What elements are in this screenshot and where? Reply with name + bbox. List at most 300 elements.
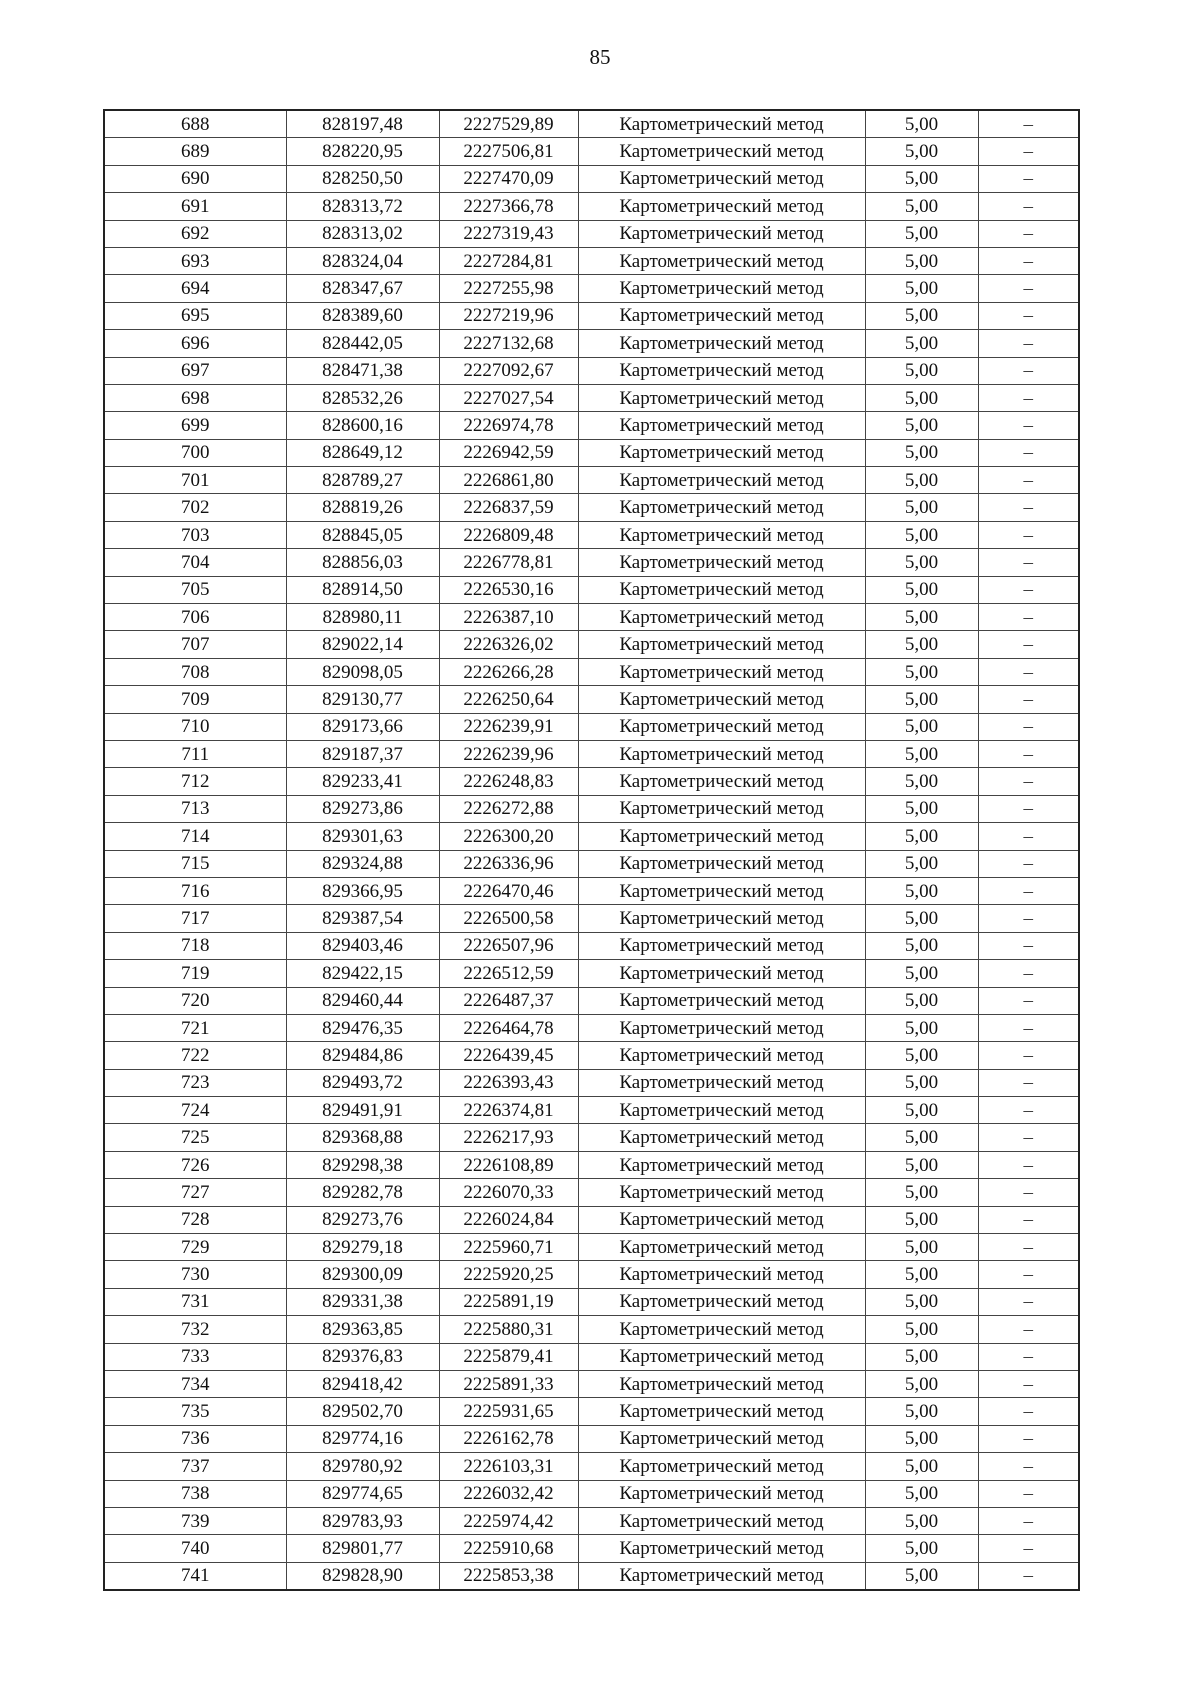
note-cell: – [978,165,1079,192]
accuracy-cell: 5,00 [865,193,978,220]
note-cell: – [978,1288,1079,1315]
note-cell: – [978,658,1079,685]
y-coordinate-cell: 2227366,78 [439,193,578,220]
table-row [104,1014,1079,1041]
x-coordinate-cell: 829300,09 [286,1261,439,1288]
accuracy-cell: 5,00 [865,439,978,466]
table-row [104,521,1079,548]
method-cell: Картометрический метод [578,1097,865,1124]
y-coordinate-cell: 2226032,42 [439,1480,578,1507]
accuracy-cell: 5,00 [865,631,978,658]
note-cell: – [978,576,1079,603]
note-cell: – [978,768,1079,795]
y-coordinate-cell: 2227284,81 [439,247,578,274]
note-cell: – [978,357,1079,384]
method-cell: Картометрический метод [578,1042,865,1069]
table-row [104,247,1079,274]
y-coordinate-cell: 2227506,81 [439,138,578,165]
point-number-cell: 688 [104,110,286,138]
table-row [104,686,1079,713]
y-coordinate-cell: 2225891,33 [439,1370,578,1397]
x-coordinate-cell: 829783,93 [286,1507,439,1534]
y-coordinate-cell: 2226162,78 [439,1425,578,1452]
accuracy-cell: 5,00 [865,1151,978,1178]
note-cell: – [978,220,1079,247]
accuracy-cell: 5,00 [865,494,978,521]
accuracy-cell: 5,00 [865,823,978,850]
note-cell: – [978,1425,1079,1452]
accuracy-cell: 5,00 [865,138,978,165]
y-coordinate-cell: 2227529,89 [439,110,578,138]
method-cell: Картометрический метод [578,1288,865,1315]
y-coordinate-cell: 2227255,98 [439,275,578,302]
method-cell: Картометрический метод [578,768,865,795]
method-cell: Картометрический метод [578,1398,865,1425]
point-number-cell: 736 [104,1425,286,1452]
y-coordinate-cell: 2227319,43 [439,220,578,247]
point-number-cell: 708 [104,658,286,685]
x-coordinate-cell: 828220,95 [286,138,439,165]
note-cell: – [978,877,1079,904]
accuracy-cell: 5,00 [865,960,978,987]
accuracy-cell: 5,00 [865,1425,978,1452]
method-cell: Картометрический метод [578,1316,865,1343]
method-cell: Картометрический метод [578,740,865,767]
y-coordinate-cell: 2225960,71 [439,1234,578,1261]
note-cell: – [978,494,1079,521]
x-coordinate-cell: 829298,38 [286,1151,439,1178]
method-cell: Картометрический метод [578,1370,865,1397]
note-cell: – [978,1398,1079,1425]
x-coordinate-cell: 829387,54 [286,905,439,932]
table-row [104,1453,1079,1480]
note-cell: – [978,1069,1079,1096]
method-cell: Картометрический метод [578,576,865,603]
note-cell: – [978,604,1079,631]
x-coordinate-cell: 829363,85 [286,1316,439,1343]
y-coordinate-cell: 2226108,89 [439,1151,578,1178]
method-cell: Картометрический метод [578,850,865,877]
note-cell: – [978,1535,1079,1562]
x-coordinate-cell: 829376,83 [286,1343,439,1370]
note-cell: – [978,247,1079,274]
accuracy-cell: 5,00 [865,275,978,302]
point-number-cell: 730 [104,1261,286,1288]
note-cell: – [978,960,1079,987]
method-cell: Картометрический метод [578,357,865,384]
x-coordinate-cell: 828389,60 [286,302,439,329]
method-cell: Картометрический метод [578,932,865,959]
table-row [104,1562,1079,1590]
accuracy-cell: 5,00 [865,1453,978,1480]
y-coordinate-cell: 2226024,84 [439,1206,578,1233]
note-cell: – [978,740,1079,767]
accuracy-cell: 5,00 [865,1507,978,1534]
method-cell: Картометрический метод [578,1425,865,1452]
note-cell: – [978,1097,1079,1124]
point-number-cell: 724 [104,1097,286,1124]
accuracy-cell: 5,00 [865,1343,978,1370]
y-coordinate-cell: 2225931,65 [439,1398,578,1425]
note-cell: – [978,439,1079,466]
note-cell: – [978,905,1079,932]
note-cell: – [978,1042,1079,1069]
table-row [104,740,1079,767]
y-coordinate-cell: 2226464,78 [439,1014,578,1041]
x-coordinate-cell: 829491,91 [286,1097,439,1124]
method-cell: Картометрический метод [578,604,865,631]
method-cell: Картометрический метод [578,1535,865,1562]
accuracy-cell: 5,00 [865,604,978,631]
table-row [104,768,1079,795]
note-cell: – [978,193,1079,220]
note-cell: – [978,1343,1079,1370]
note-cell: – [978,1453,1079,1480]
method-cell: Картометрический метод [578,275,865,302]
table-row [104,604,1079,631]
note-cell: – [978,302,1079,329]
table-row [104,549,1079,576]
y-coordinate-cell: 2226266,28 [439,658,578,685]
method-cell: Картометрический метод [578,1151,865,1178]
point-number-cell: 714 [104,823,286,850]
note-cell: – [978,1206,1079,1233]
x-coordinate-cell: 828471,38 [286,357,439,384]
point-number-cell: 737 [104,1453,286,1480]
accuracy-cell: 5,00 [865,1316,978,1343]
accuracy-cell: 5,00 [865,1535,978,1562]
accuracy-cell: 5,00 [865,412,978,439]
table-row [104,823,1079,850]
table-row [104,220,1079,247]
table-row [104,1206,1079,1233]
x-coordinate-cell: 828347,67 [286,275,439,302]
note-cell: – [978,932,1079,959]
x-coordinate-cell: 829418,42 [286,1370,439,1397]
y-coordinate-cell: 2226239,96 [439,740,578,767]
accuracy-cell: 5,00 [865,877,978,904]
table-row [104,1261,1079,1288]
note-cell: – [978,1124,1079,1151]
note-cell: – [978,330,1079,357]
y-coordinate-cell: 2227470,09 [439,165,578,192]
x-coordinate-cell: 829476,35 [286,1014,439,1041]
accuracy-cell: 5,00 [865,987,978,1014]
point-number-cell: 700 [104,439,286,466]
method-cell: Картометрический метод [578,905,865,932]
y-coordinate-cell: 2226507,96 [439,932,578,959]
point-number-cell: 726 [104,1151,286,1178]
note-cell: – [978,110,1079,138]
point-number-cell: 709 [104,686,286,713]
table-row [104,1151,1079,1178]
method-cell: Картометрический метод [578,110,865,138]
method-cell: Картометрический метод [578,302,865,329]
table-row [104,467,1079,494]
method-cell: Картометрический метод [578,494,865,521]
y-coordinate-cell: 2226239,91 [439,713,578,740]
y-coordinate-cell: 2226439,45 [439,1042,578,1069]
table-row [104,713,1079,740]
point-number-cell: 693 [104,247,286,274]
note-cell: – [978,987,1079,1014]
table-row [104,1179,1079,1206]
table-row [104,165,1079,192]
y-coordinate-cell: 2226470,46 [439,877,578,904]
table-row [104,1343,1079,1370]
x-coordinate-cell: 828845,05 [286,521,439,548]
point-number-cell: 719 [104,960,286,987]
x-coordinate-cell: 829460,44 [286,987,439,1014]
y-coordinate-cell: 2227092,67 [439,357,578,384]
accuracy-cell: 5,00 [865,740,978,767]
accuracy-cell: 5,00 [865,302,978,329]
accuracy-cell: 5,00 [865,1480,978,1507]
x-coordinate-cell: 829403,46 [286,932,439,959]
note-cell: – [978,1234,1079,1261]
table-row [104,1507,1079,1534]
accuracy-cell: 5,00 [865,521,978,548]
y-coordinate-cell: 2226250,64 [439,686,578,713]
point-number-cell: 703 [104,521,286,548]
accuracy-cell: 5,00 [865,850,978,877]
note-cell: – [978,384,1079,411]
method-cell: Картометрический метод [578,193,865,220]
method-cell: Картометрический метод [578,1562,865,1590]
x-coordinate-cell: 829173,66 [286,713,439,740]
point-number-cell: 732 [104,1316,286,1343]
y-coordinate-cell: 2226837,59 [439,494,578,521]
x-coordinate-cell: 828532,26 [286,384,439,411]
note-cell: – [978,713,1079,740]
accuracy-cell: 5,00 [865,357,978,384]
method-cell: Картометрический метод [578,247,865,274]
note-cell: – [978,1480,1079,1507]
accuracy-cell: 5,00 [865,1234,978,1261]
method-cell: Картометрический метод [578,795,865,822]
y-coordinate-cell: 2225920,25 [439,1261,578,1288]
method-cell: Картометрический метод [578,412,865,439]
accuracy-cell: 5,00 [865,110,978,138]
point-number-cell: 712 [104,768,286,795]
table-row [104,1069,1079,1096]
note-cell: – [978,138,1079,165]
accuracy-cell: 5,00 [865,1124,978,1151]
x-coordinate-cell: 829282,78 [286,1179,439,1206]
table-row [104,439,1079,466]
method-cell: Картометрический метод [578,960,865,987]
point-number-cell: 704 [104,549,286,576]
y-coordinate-cell: 2227132,68 [439,330,578,357]
point-number-cell: 731 [104,1288,286,1315]
point-number-cell: 738 [104,1480,286,1507]
accuracy-cell: 5,00 [865,658,978,685]
table-row [104,330,1079,357]
point-number-cell: 722 [104,1042,286,1069]
accuracy-cell: 5,00 [865,905,978,932]
point-number-cell: 698 [104,384,286,411]
method-cell: Картометрический метод [578,1124,865,1151]
coordinates-table [103,109,1080,1591]
table-row [104,576,1079,603]
note-cell: – [978,795,1079,822]
accuracy-cell: 5,00 [865,1261,978,1288]
accuracy-cell: 5,00 [865,686,978,713]
accuracy-cell: 5,00 [865,1206,978,1233]
x-coordinate-cell: 829484,86 [286,1042,439,1069]
point-number-cell: 705 [104,576,286,603]
note-cell: – [978,1014,1079,1041]
table-row [104,1234,1079,1261]
point-number-cell: 716 [104,877,286,904]
y-coordinate-cell: 2226217,93 [439,1124,578,1151]
method-cell: Картометрический метод [578,1069,865,1096]
point-number-cell: 701 [104,467,286,494]
x-coordinate-cell: 828819,26 [286,494,439,521]
point-number-cell: 739 [104,1507,286,1534]
accuracy-cell: 5,00 [865,1069,978,1096]
y-coordinate-cell: 2226300,20 [439,823,578,850]
table-row [104,1370,1079,1397]
point-number-cell: 702 [104,494,286,521]
method-cell: Картометрический метод [578,330,865,357]
x-coordinate-cell: 829233,41 [286,768,439,795]
point-number-cell: 694 [104,275,286,302]
point-number-cell: 718 [104,932,286,959]
point-number-cell: 733 [104,1343,286,1370]
table-row [104,275,1079,302]
point-number-cell: 713 [104,795,286,822]
accuracy-cell: 5,00 [865,795,978,822]
y-coordinate-cell: 2226512,59 [439,960,578,987]
method-cell: Картометрический метод [578,823,865,850]
x-coordinate-cell: 829301,63 [286,823,439,850]
note-cell: – [978,1507,1079,1534]
accuracy-cell: 5,00 [865,220,978,247]
point-number-cell: 695 [104,302,286,329]
note-cell: – [978,275,1079,302]
point-number-cell: 691 [104,193,286,220]
accuracy-cell: 5,00 [865,1562,978,1590]
table-row [104,987,1079,1014]
y-coordinate-cell: 2226248,83 [439,768,578,795]
y-coordinate-cell: 2226530,16 [439,576,578,603]
method-cell: Картометрический метод [578,877,865,904]
x-coordinate-cell: 829187,37 [286,740,439,767]
x-coordinate-cell: 829780,92 [286,1453,439,1480]
accuracy-cell: 5,00 [865,247,978,274]
table-row [104,795,1079,822]
y-coordinate-cell: 2226387,10 [439,604,578,631]
note-cell: – [978,412,1079,439]
method-cell: Картометрический метод [578,1206,865,1233]
x-coordinate-cell: 828649,12 [286,439,439,466]
note-cell: – [978,631,1079,658]
y-coordinate-cell: 2226487,37 [439,987,578,1014]
accuracy-cell: 5,00 [865,384,978,411]
note-cell: – [978,549,1079,576]
point-number-cell: 729 [104,1234,286,1261]
y-coordinate-cell: 2225880,31 [439,1316,578,1343]
point-number-cell: 711 [104,740,286,767]
table-row [104,1316,1079,1343]
x-coordinate-cell: 828442,05 [286,330,439,357]
y-coordinate-cell: 2225974,42 [439,1507,578,1534]
point-number-cell: 740 [104,1535,286,1562]
y-coordinate-cell: 2225910,68 [439,1535,578,1562]
point-number-cell: 735 [104,1398,286,1425]
x-coordinate-cell: 829801,77 [286,1535,439,1562]
note-cell: – [978,1562,1079,1590]
accuracy-cell: 5,00 [865,932,978,959]
point-number-cell: 699 [104,412,286,439]
method-cell: Картометрический метод [578,439,865,466]
accuracy-cell: 5,00 [865,1398,978,1425]
y-coordinate-cell: 2226336,96 [439,850,578,877]
x-coordinate-cell: 829130,77 [286,686,439,713]
x-coordinate-cell: 829273,86 [286,795,439,822]
note-cell: – [978,521,1079,548]
table-row [104,1535,1079,1562]
note-cell: – [978,1179,1079,1206]
y-coordinate-cell: 2226326,02 [439,631,578,658]
y-coordinate-cell: 2227027,54 [439,384,578,411]
note-cell: – [978,1316,1079,1343]
table-row [104,1124,1079,1151]
table-row [104,877,1079,904]
note-cell: – [978,850,1079,877]
x-coordinate-cell: 829022,14 [286,631,439,658]
accuracy-cell: 5,00 [865,1370,978,1397]
x-coordinate-cell: 829493,72 [286,1069,439,1096]
x-coordinate-cell: 828313,02 [286,220,439,247]
x-coordinate-cell: 829502,70 [286,1398,439,1425]
x-coordinate-cell: 829774,65 [286,1480,439,1507]
method-cell: Картометрический метод [578,138,865,165]
accuracy-cell: 5,00 [865,1288,978,1315]
table-row [104,1480,1079,1507]
point-number-cell: 720 [104,987,286,1014]
y-coordinate-cell: 2226942,59 [439,439,578,466]
y-coordinate-cell: 2226272,88 [439,795,578,822]
table-row [104,110,1079,138]
accuracy-cell: 5,00 [865,1014,978,1041]
x-coordinate-cell: 829098,05 [286,658,439,685]
point-number-cell: 692 [104,220,286,247]
y-coordinate-cell: 2225879,41 [439,1343,578,1370]
table-row [104,1288,1079,1315]
x-coordinate-cell: 828324,04 [286,247,439,274]
method-cell: Картометрический метод [578,467,865,494]
y-coordinate-cell: 2226809,48 [439,521,578,548]
x-coordinate-cell: 829366,95 [286,877,439,904]
y-coordinate-cell: 2226974,78 [439,412,578,439]
table-row [104,658,1079,685]
accuracy-cell: 5,00 [865,713,978,740]
table-row [104,193,1079,220]
y-coordinate-cell: 2226500,58 [439,905,578,932]
point-number-cell: 689 [104,138,286,165]
method-cell: Картометрический метод [578,1480,865,1507]
table-row [104,412,1079,439]
x-coordinate-cell: 829422,15 [286,960,439,987]
table-row [104,1097,1079,1124]
method-cell: Картометрический метод [578,1179,865,1206]
table-row [104,357,1079,384]
y-coordinate-cell: 2226070,33 [439,1179,578,1206]
point-number-cell: 725 [104,1124,286,1151]
table-row [104,1042,1079,1069]
